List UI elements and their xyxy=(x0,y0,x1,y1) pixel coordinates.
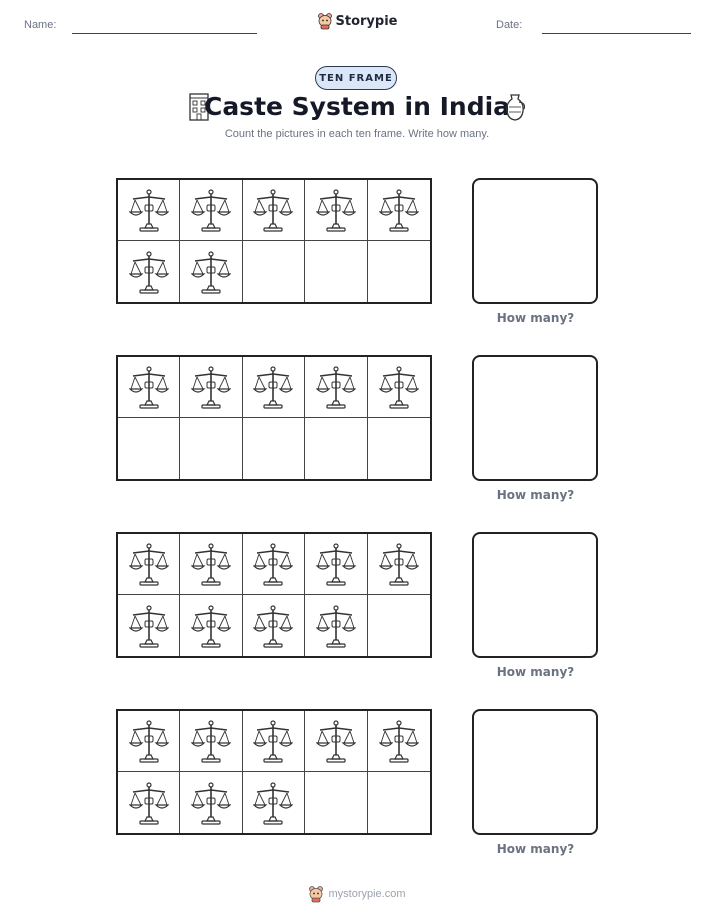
scales-icon xyxy=(129,604,169,648)
ten-frame-cell xyxy=(180,241,242,302)
scales-icon xyxy=(316,365,356,409)
ten-frame-cell xyxy=(118,772,180,833)
scales-icon xyxy=(253,719,293,763)
instructions: Count the pictures in each ten frame. Write how many. xyxy=(224,128,490,140)
scales-icon xyxy=(191,188,231,232)
scales-icon xyxy=(316,719,356,763)
ten-frame-badge: TEN FRAME xyxy=(315,66,397,90)
scales-icon xyxy=(129,781,169,825)
scales-icon xyxy=(191,542,231,586)
ten-frame-cell xyxy=(305,241,367,302)
scales-icon xyxy=(253,604,293,648)
scales-icon xyxy=(379,365,419,409)
answer-box-1[interactable] xyxy=(472,178,598,304)
ten-frame-cell xyxy=(118,357,180,418)
ten-frame-cell xyxy=(305,534,367,595)
scales-icon xyxy=(129,542,169,586)
scales-icon xyxy=(316,188,356,232)
ten-frame-cell xyxy=(180,711,242,772)
ten-frame-cell xyxy=(305,772,367,833)
ten-frame-1 xyxy=(116,178,432,304)
scales-icon xyxy=(253,188,293,232)
ten-frame-cell xyxy=(243,534,305,595)
storypie-mascot-icon xyxy=(317,12,333,30)
ten-frame-cell xyxy=(305,357,367,418)
ten-frame-4 xyxy=(116,709,432,835)
footer-url: mystorypie.com xyxy=(328,888,406,900)
scales-icon xyxy=(253,365,293,409)
ten-frame-cell xyxy=(368,241,430,302)
answer-box-3[interactable] xyxy=(472,532,598,658)
worksheet-title: Caste System in India xyxy=(203,92,511,121)
how-many-label-4: How many? xyxy=(496,842,575,856)
scales-icon xyxy=(191,719,231,763)
scales-icon xyxy=(253,781,293,825)
scales-icon xyxy=(191,250,231,294)
ten-frame-cell xyxy=(180,772,242,833)
footer-mascot-icon xyxy=(308,885,324,903)
ten-frame-cell xyxy=(305,418,367,479)
footer xyxy=(0,885,714,907)
ten-frame-cell xyxy=(243,180,305,241)
scales-icon xyxy=(316,604,356,648)
ten-frame-cell xyxy=(305,711,367,772)
date-label: Date: xyxy=(496,19,523,31)
ten-frame-cell xyxy=(180,534,242,595)
ten-frame-cell xyxy=(180,595,242,656)
scales-icon xyxy=(316,542,356,586)
ten-frame-cell xyxy=(368,534,430,595)
ten-frame-cell xyxy=(305,180,367,241)
name-label: Name: xyxy=(24,19,57,31)
logo-text: Storypie xyxy=(335,13,398,29)
ten-frame-2 xyxy=(116,355,432,481)
ten-frame-cell xyxy=(243,357,305,418)
ten-frame-cell xyxy=(180,418,242,479)
ten-frame-cell xyxy=(368,595,430,656)
ten-frame-cell xyxy=(118,595,180,656)
ten-frame-cell xyxy=(180,357,242,418)
ten-frame-cell xyxy=(118,180,180,241)
how-many-label-1: How many? xyxy=(496,311,575,325)
how-many-label-2: How many? xyxy=(496,488,575,502)
ten-frame-cell xyxy=(368,357,430,418)
ten-frame-cell xyxy=(243,418,305,479)
ten-frame-cell xyxy=(243,241,305,302)
answer-box-4[interactable] xyxy=(472,709,598,835)
scales-icon xyxy=(253,542,293,586)
ten-frame-cell xyxy=(368,418,430,479)
ten-frame-cell xyxy=(118,711,180,772)
scales-icon xyxy=(191,604,231,648)
scales-icon xyxy=(379,719,419,763)
ten-frame-cell xyxy=(118,241,180,302)
answer-box-2[interactable] xyxy=(472,355,598,481)
ten-frame-cell xyxy=(118,534,180,595)
ten-frame-cell xyxy=(243,595,305,656)
scales-icon xyxy=(191,781,231,825)
scales-icon xyxy=(129,188,169,232)
ten-frame-3 xyxy=(116,532,432,658)
ten-frame-cell xyxy=(368,772,430,833)
ten-frame-cell xyxy=(305,595,367,656)
scales-icon xyxy=(379,188,419,232)
ten-frame-cell xyxy=(368,711,430,772)
ten-frame-cell xyxy=(243,711,305,772)
ten-frame-cell xyxy=(368,180,430,241)
scales-icon xyxy=(191,365,231,409)
scales-icon xyxy=(129,250,169,294)
how-many-label-3: How many? xyxy=(496,665,575,679)
storypie-logo xyxy=(0,12,714,34)
ten-frame-cell xyxy=(180,180,242,241)
ten-frame-cell xyxy=(243,772,305,833)
scales-icon xyxy=(129,719,169,763)
ten-frame-cell xyxy=(118,418,180,479)
scales-icon xyxy=(129,365,169,409)
scales-icon xyxy=(379,542,419,586)
pitcher-icon xyxy=(502,92,528,122)
